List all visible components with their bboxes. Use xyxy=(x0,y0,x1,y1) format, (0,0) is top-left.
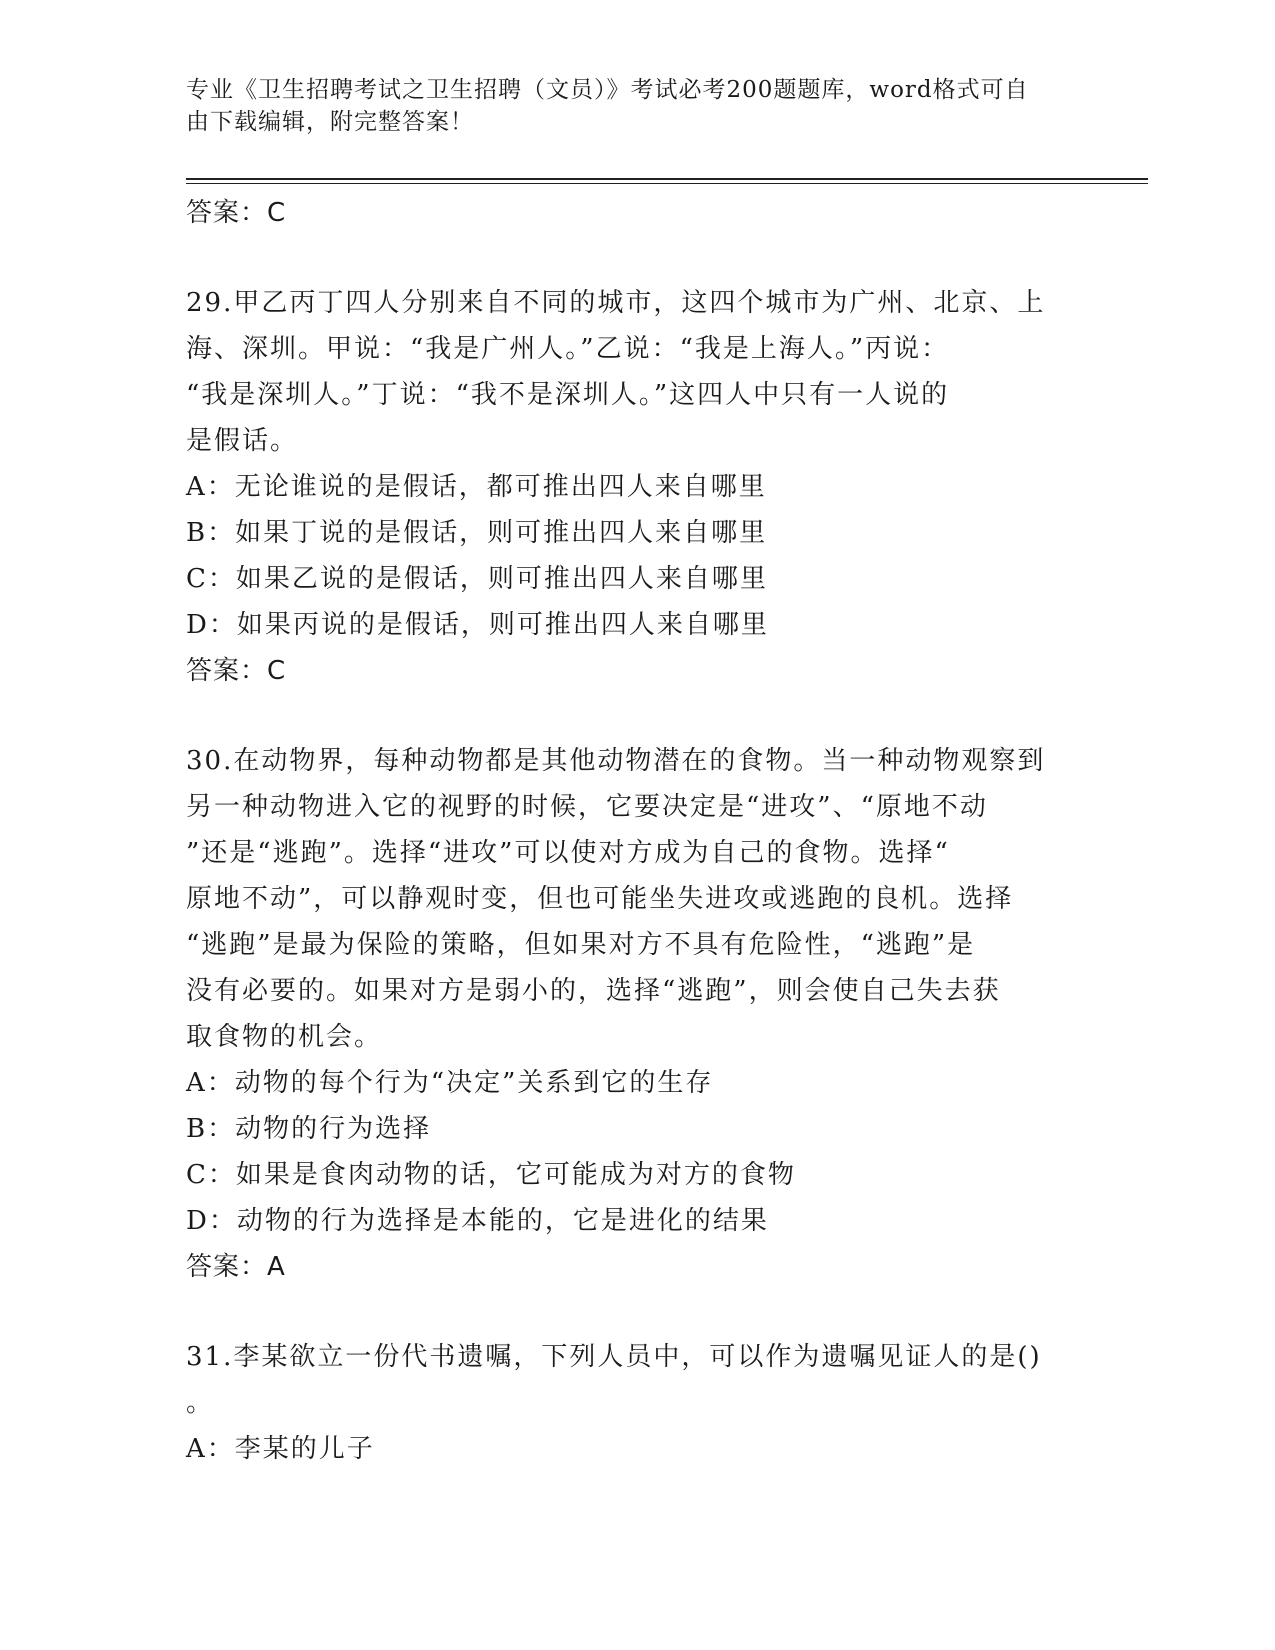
question-text-line: 另一种动物进入它的视野的时候，它要决定是“进攻”、“原地不动 xyxy=(186,792,988,822)
page-header xyxy=(186,74,1066,138)
document-body xyxy=(186,190,1066,1472)
question-31 xyxy=(186,1334,1066,1472)
question-text-line: 。 xyxy=(186,1388,215,1418)
header-line: 由下载编辑，附完整答案！ xyxy=(186,109,474,135)
question-text-line: 原地不动”，可以静观时变，但也可能坐失进攻或逃跑的良机。选择 xyxy=(186,884,1014,914)
option-a: A：李某的儿子 xyxy=(186,1434,375,1464)
question-text-line: 是假话。 xyxy=(186,426,299,456)
answer-line: 答案：A xyxy=(186,1252,286,1282)
question-30 xyxy=(186,738,1066,1290)
question-text-line: 没有必要的。如果对方是弱小的，选择“逃跑”，则会使自己失去获 xyxy=(186,976,1001,1006)
question-text-line: “我是深圳人。”丁说：“我不是深圳人。”这四人中只有一人说的 xyxy=(186,380,950,410)
option-d: D：动物的行为选择是本能的，它是进化的结果 xyxy=(186,1206,769,1236)
option-a: A：无论谁说的是假话，都可推出四人来自哪里 xyxy=(186,472,767,502)
question-text-line: 30.在动物界，每种动物都是其他动物潜在的食物。当一种动物观察到 xyxy=(186,746,1046,776)
header-divider xyxy=(186,178,1148,180)
question-text-line: 31.李某欲立一份代书遗嘱，下列人员中，可以作为遗嘱见证人的是() xyxy=(186,1342,1042,1372)
question-text-line: 29.甲乙丙丁四人分别来自不同的城市，这四个城市为广州、北京、上 xyxy=(186,288,1046,318)
option-b: B：如果丁说的是假话，则可推出四人来自哪里 xyxy=(186,518,768,548)
header-divider-thin xyxy=(186,183,1148,184)
option-d: D：如果丙说的是假话，则可推出四人来自哪里 xyxy=(186,610,769,640)
header-line: 专业《卫生招聘考试之卫生招聘（文员）》考试必考200题题库，word格式可自 xyxy=(186,77,1029,103)
question-text-line: 海、深圳。甲说：“我是广州人。”乙说：“我是上海人。”丙说： xyxy=(186,334,950,364)
question-29 xyxy=(186,280,1066,694)
question-text-line: ”还是“逃跑”。选择“进攻”可以使对方成为自己的食物。选择“ xyxy=(186,838,950,868)
option-c: C：如果乙说的是假话，则可推出四人来自哪里 xyxy=(186,564,768,594)
answer-line: 答案：C xyxy=(186,198,287,228)
option-b: B：动物的行为选择 xyxy=(186,1114,432,1144)
question-text-line: “逃跑”是最为保险的策略，但如果对方不具有危险性，“逃跑”是 xyxy=(186,930,976,960)
option-a: A：动物的每个行为“决定”关系到它的生存 xyxy=(186,1068,714,1098)
question-text-line: 取食物的机会。 xyxy=(186,1022,383,1052)
option-c: C：如果是食肉动物的话，它可能成为对方的食物 xyxy=(186,1160,796,1190)
answer-line: 答案：C xyxy=(186,656,287,686)
